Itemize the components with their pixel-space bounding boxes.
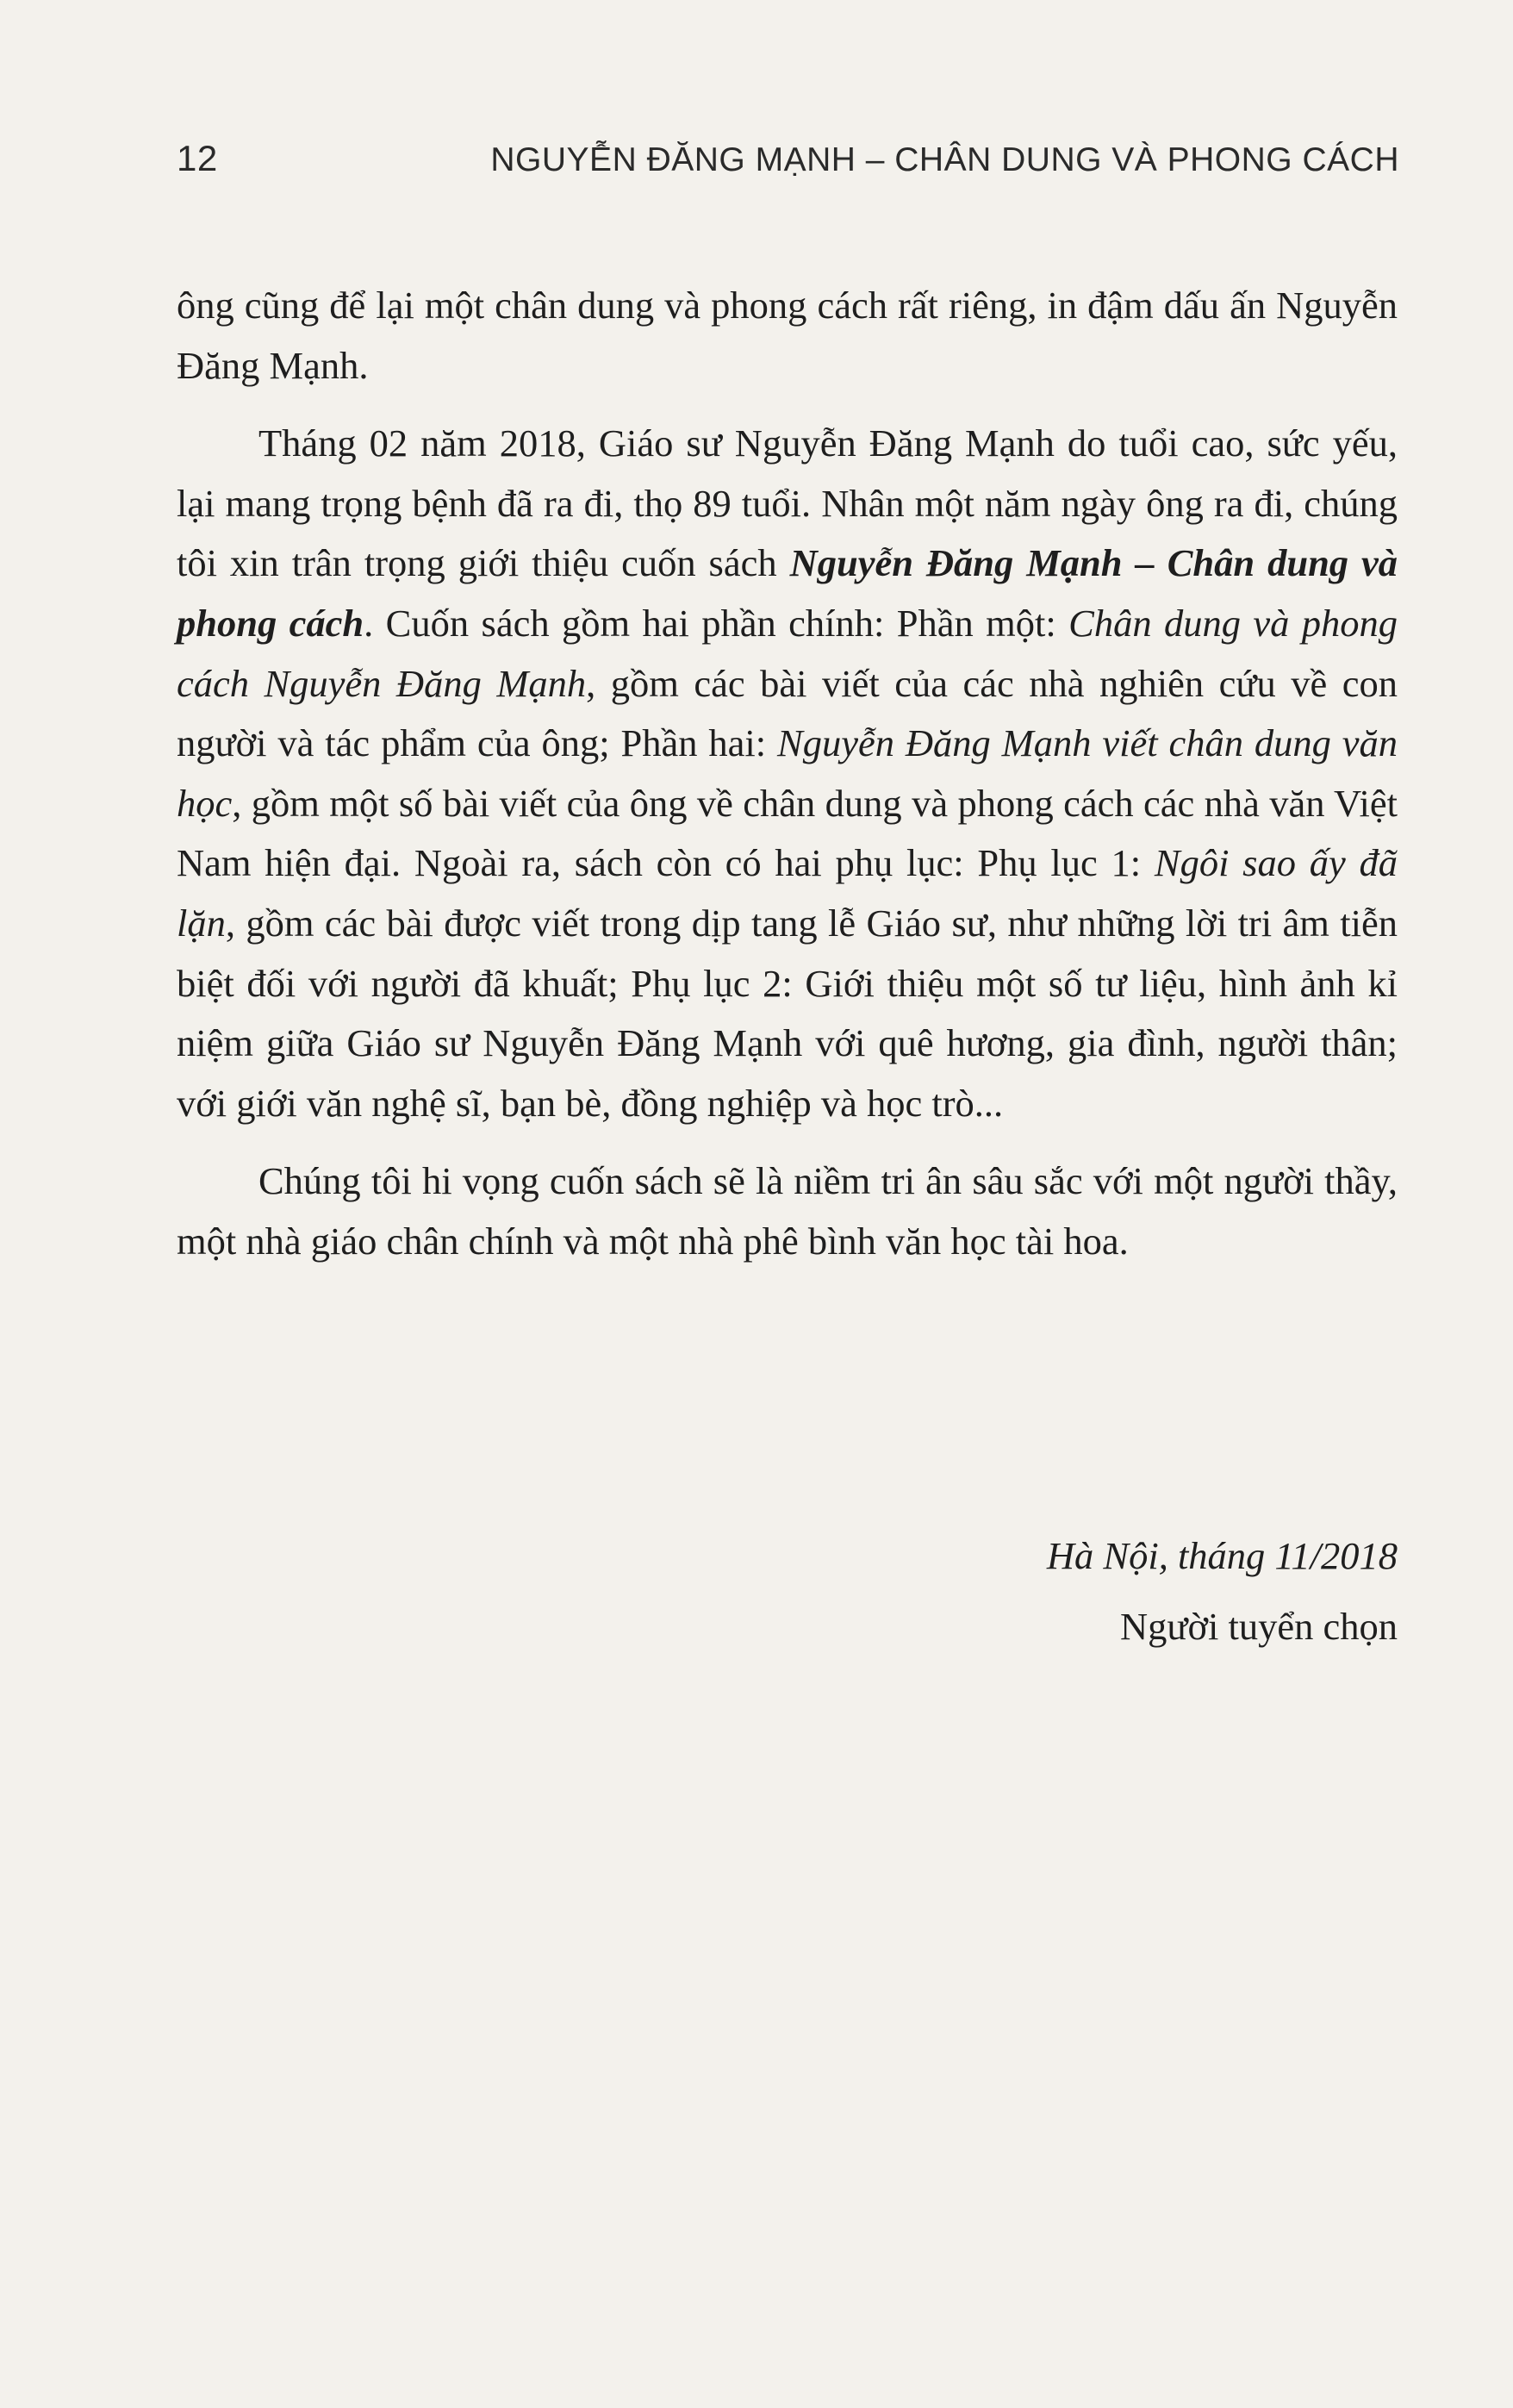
appendix-one-title: Ngôi sao ấy đã lặn xyxy=(177,841,1398,945)
body-text xyxy=(177,276,1398,1290)
paragraph-1-text: ông cũng để lại một chân dung và phong cách rất riêng, in đậm dấu ấn Nguyễn Đăng Mạnh. xyxy=(177,284,1398,387)
paragraph-2-text-1: Tháng 02 năm 2018, Giáo sư Nguyễn Đăng Mạnh do tuổi cao, sức yếu, lại mang trọng bệnh đã ra đi, thọ 89 tuổi. Nhân một năm ngày ông ra đi, chúng tôi xin trân trọng giới thiệu cuốn sách xyxy=(177,421,1398,585)
running-header xyxy=(177,138,1399,181)
place-and-date: Hà Nội, tháng 11/2018 xyxy=(1046,1534,1398,1577)
paragraph-2-text-4: , gồm một số bài viết của ông về chân dung và phong cách các nhà văn Việt Nam hiện đại. Ngoài ra, sách còn có hai phụ lục: Phụ lục 1: xyxy=(177,781,1398,885)
part-one-title: Chân dung và phong cách Nguyễn Đăng Mạnh xyxy=(177,601,1398,705)
compiler-label: Người tuyển chọn xyxy=(1119,1605,1398,1648)
paragraph-2-text-2: . Cuốn sách gồm hai phần chính: Phần một: xyxy=(364,601,1069,645)
paragraph-2-text-5: , gồm các bài được viết trong dịp tang lễ Giáo sư, như những lời tri âm tiễn biệt đối với người đã khuất; Phụ lục 2: Giới thiệu một số tư liệu, hình ảnh kỉ niệm giữa Giáo sư Nguyễn Đăng Mạnh với quê hương, gia đình, người thân; với giới văn nghệ sĩ, bạn bè, đồng nghiệp và học trò... xyxy=(177,901,1398,1125)
paragraph-closing xyxy=(177,1151,1398,1271)
page-number: 12 xyxy=(177,138,218,178)
paragraph-2-text-3: , gồm các bài viết của các nhà nghiên cứu về con người và tác phẩm của ông; Phần hai: xyxy=(177,661,1398,765)
paragraph-book-introduction xyxy=(177,414,1398,1133)
book-title: Nguyễn Đăng Mạnh – Chân dung và phong cách xyxy=(177,541,1398,645)
paragraph-3-text: Chúng tôi hi vọng cuốn sách sẽ là niềm tri ân sâu sắc với một người thầy, một nhà giáo chân chính và một nhà phê bình văn học tài hoa. xyxy=(177,1159,1398,1263)
running-header-title: NGUYỄN ĐĂNG MẠNH – CHÂN DUNG VÀ PHONG CÁCH xyxy=(490,141,1399,178)
paragraph-continuation xyxy=(177,276,1398,396)
part-two-title: Nguyễn Đăng Mạnh viết chân dung văn học xyxy=(177,721,1398,825)
signature-block xyxy=(1047,1520,1398,1662)
